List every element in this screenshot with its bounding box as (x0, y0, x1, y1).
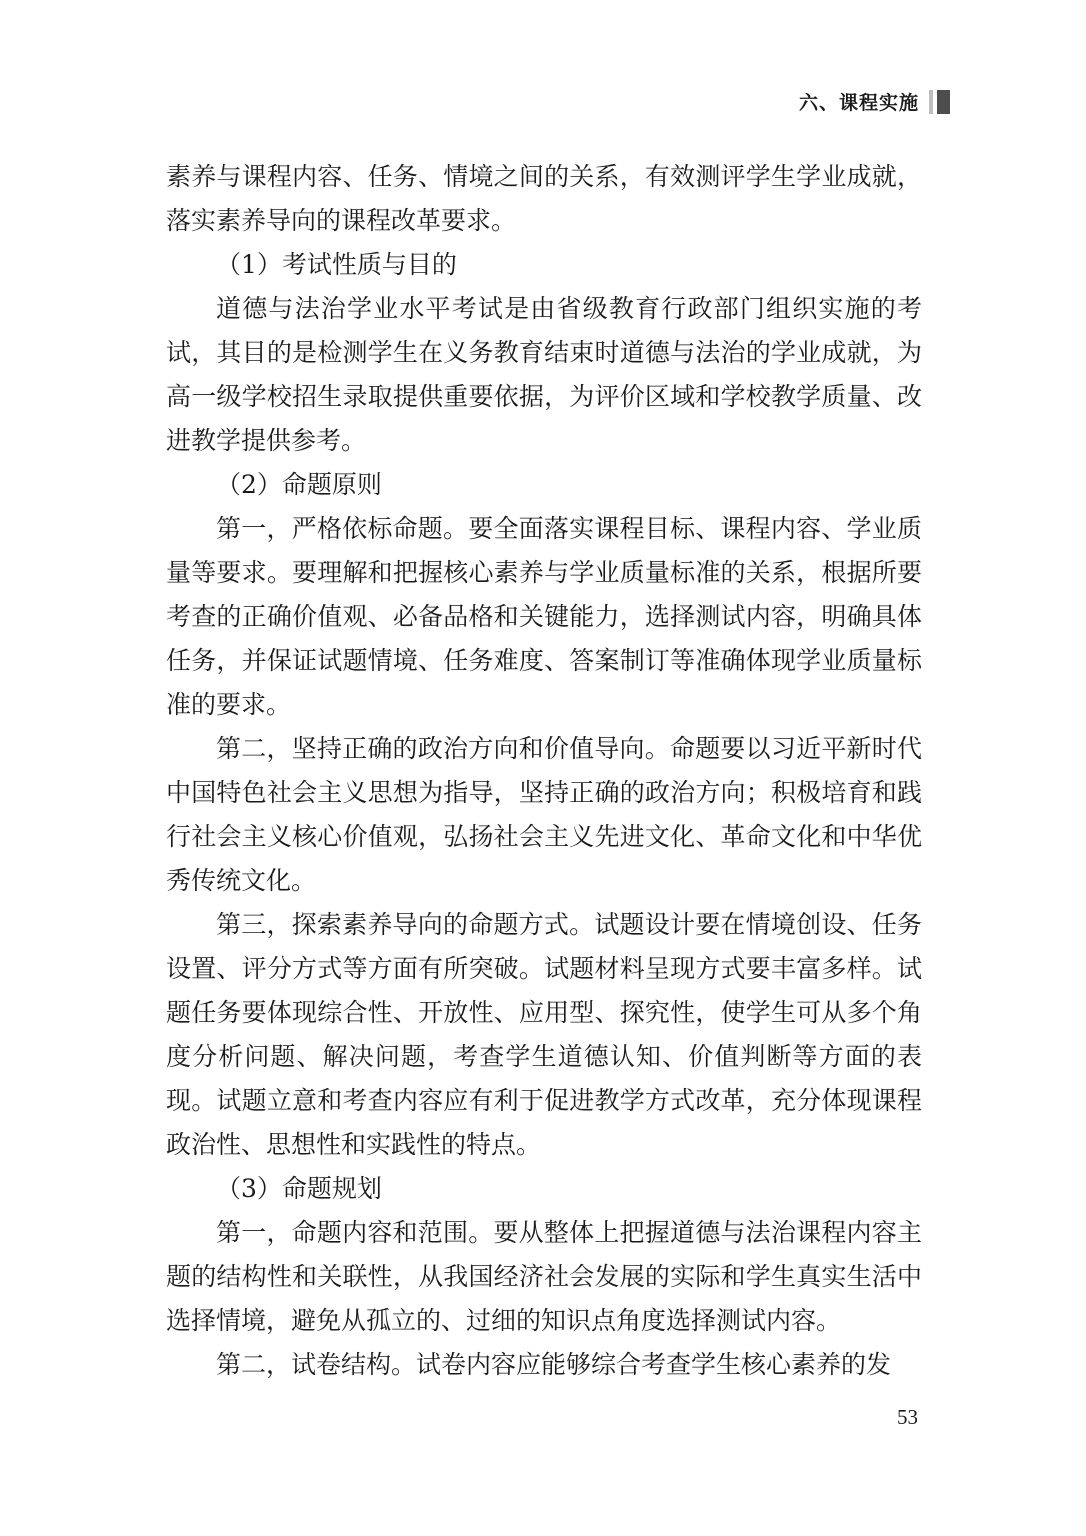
heading-planning: （3）命题规划 (216, 1174, 382, 1203)
running-header (799, 88, 950, 115)
paragraph-planning-2: 第二，试卷结构。试卷内容应能够综合考查学生核心素养的发 (216, 1350, 892, 1379)
paragraph-exam-nature: 道德与法治学业水平考试是由省级教育行政部门组织实施的考试，其目的是检测学生在义务教育结束时道德与法治的学业成就，为高一级学校招生录取提供重要依据，为评价区域和学校教学质量、改进教学提供参考。 (166, 294, 922, 455)
header-title: 六、课程实施 (798, 92, 919, 114)
header-thick-bar (937, 90, 950, 114)
heading-principles: （2）命题原则 (216, 470, 382, 499)
paragraph-continuation: 素养与课程内容、任务、情境之间的关系，有效测评学生学业成就，落实素养导向的课程改革要求。 (166, 162, 922, 235)
paragraph-planning-1: 第一，命题内容和范围。要从整体上把握道德与法治课程内容主题的结构性和关联性，从我国经济社会发展的实际和学生真实生活中选择情境，避免从孤立的、过细的知识点角度选择测试内容。 (166, 1218, 922, 1335)
paragraph-principle-3: 第三，探索素养导向的命题方式。试题设计要在情境创设、任务设置、评分方式等方面有所突破。试题材料呈现方式要丰富多样。试题任务要体现综合性、开放性、应用型、探究性，使学生可从多个角度分析问题、解决问题，考查学生道德认知、价值判断等方面的表现。试题立意和考查内容应有利于促进教学方式改革，充分体现课程政治性、思想性和实践性的特点。 (166, 910, 922, 1159)
heading-exam-nature: （1）考试性质与目的 (216, 250, 457, 279)
paragraph-principle-2: 第二，坚持正确的政治方向和价值导向。命题要以习近平新时代中国特色社会主义思想为指导，坚持正确的政治方向；积极培育和践行社会主义核心价值观，弘扬社会主义先进文化、革命文化和中华优秀传统文化。 (166, 734, 922, 895)
page-number: 53 (897, 1405, 918, 1429)
header-thin-bar (929, 90, 933, 114)
header-bar-marks (929, 89, 950, 115)
paragraph-principle-1: 第一，严格依标命题。要全面落实课程目标、课程内容、学业质量等要求。要理解和把握核心素养与学业质量标准的关系，根据所要考查的正确价值观、必备品格和关键能力，选择测试内容，明确具体任务，并保证试题情境、任务难度、答案制订等准确体现学业质量标准的要求。 (166, 514, 922, 719)
body-text (166, 155, 922, 1387)
